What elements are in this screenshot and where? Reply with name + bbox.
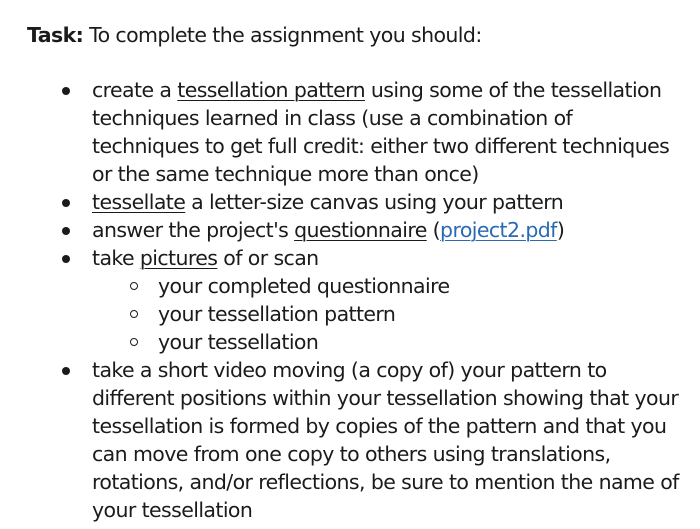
list-item-create-pattern bbox=[92, 76, 682, 188]
list-item-video bbox=[92, 356, 682, 524]
task-heading bbox=[27, 21, 482, 49]
item-text: create a bbox=[92, 78, 178, 102]
bullet-icon bbox=[62, 227, 70, 235]
bullet-icon bbox=[62, 87, 70, 95]
sub-item-tessellation bbox=[158, 328, 682, 356]
circle-bullet-icon bbox=[130, 338, 138, 346]
item-text: of or scan bbox=[217, 246, 319, 270]
task-label: Task: bbox=[27, 23, 84, 47]
sub-item-text: your completed questionnaire bbox=[158, 274, 450, 298]
circle-bullet-icon bbox=[130, 310, 138, 318]
bullet-icon bbox=[62, 255, 70, 263]
term-questionnaire: questionnaire bbox=[294, 218, 427, 242]
list-item-tessellate-canvas bbox=[92, 188, 682, 216]
bullet-icon bbox=[62, 199, 70, 207]
term-tessellate: tessellate bbox=[92, 190, 186, 214]
project2-pdf-link[interactable]: project2.pdf bbox=[440, 218, 557, 242]
term-pictures: pictures bbox=[139, 246, 218, 270]
bullet-icon bbox=[62, 367, 70, 375]
item-text: take bbox=[92, 246, 140, 270]
term-tessellation-pattern: tessellation pattern bbox=[177, 78, 365, 102]
task-intro: To complete the assignment you should: bbox=[83, 23, 482, 47]
sub-item-questionnaire bbox=[158, 272, 682, 300]
item-text: ( bbox=[426, 218, 441, 242]
sub-list bbox=[92, 272, 682, 356]
item-text: ) bbox=[556, 218, 565, 242]
item-text: answer the project's bbox=[92, 218, 295, 242]
list-item-pictures bbox=[92, 244, 682, 356]
item-text: take a short video moving (a copy of) your pattern to different positions within your tessellation showing that your tessellation is formed by copies of the pattern and that you can move from one copy to others using translations, rotations, and/or reflections, be sure to mention the name of your tessellation bbox=[92, 358, 679, 522]
circle-bullet-icon bbox=[130, 282, 138, 290]
item-text: a letter-size canvas using your pattern bbox=[185, 190, 564, 214]
sub-item-text: your tessellation bbox=[158, 330, 319, 354]
sub-item-pattern bbox=[158, 300, 682, 328]
item-text: using some of the tessellation techniques learned in class (use a combination of techniques to get full credit: either two different techniques or the same technique more than once) bbox=[92, 78, 670, 186]
task-list bbox=[92, 76, 682, 524]
list-item-questionnaire bbox=[92, 216, 682, 244]
sub-item-text: your tessellation pattern bbox=[158, 302, 396, 326]
